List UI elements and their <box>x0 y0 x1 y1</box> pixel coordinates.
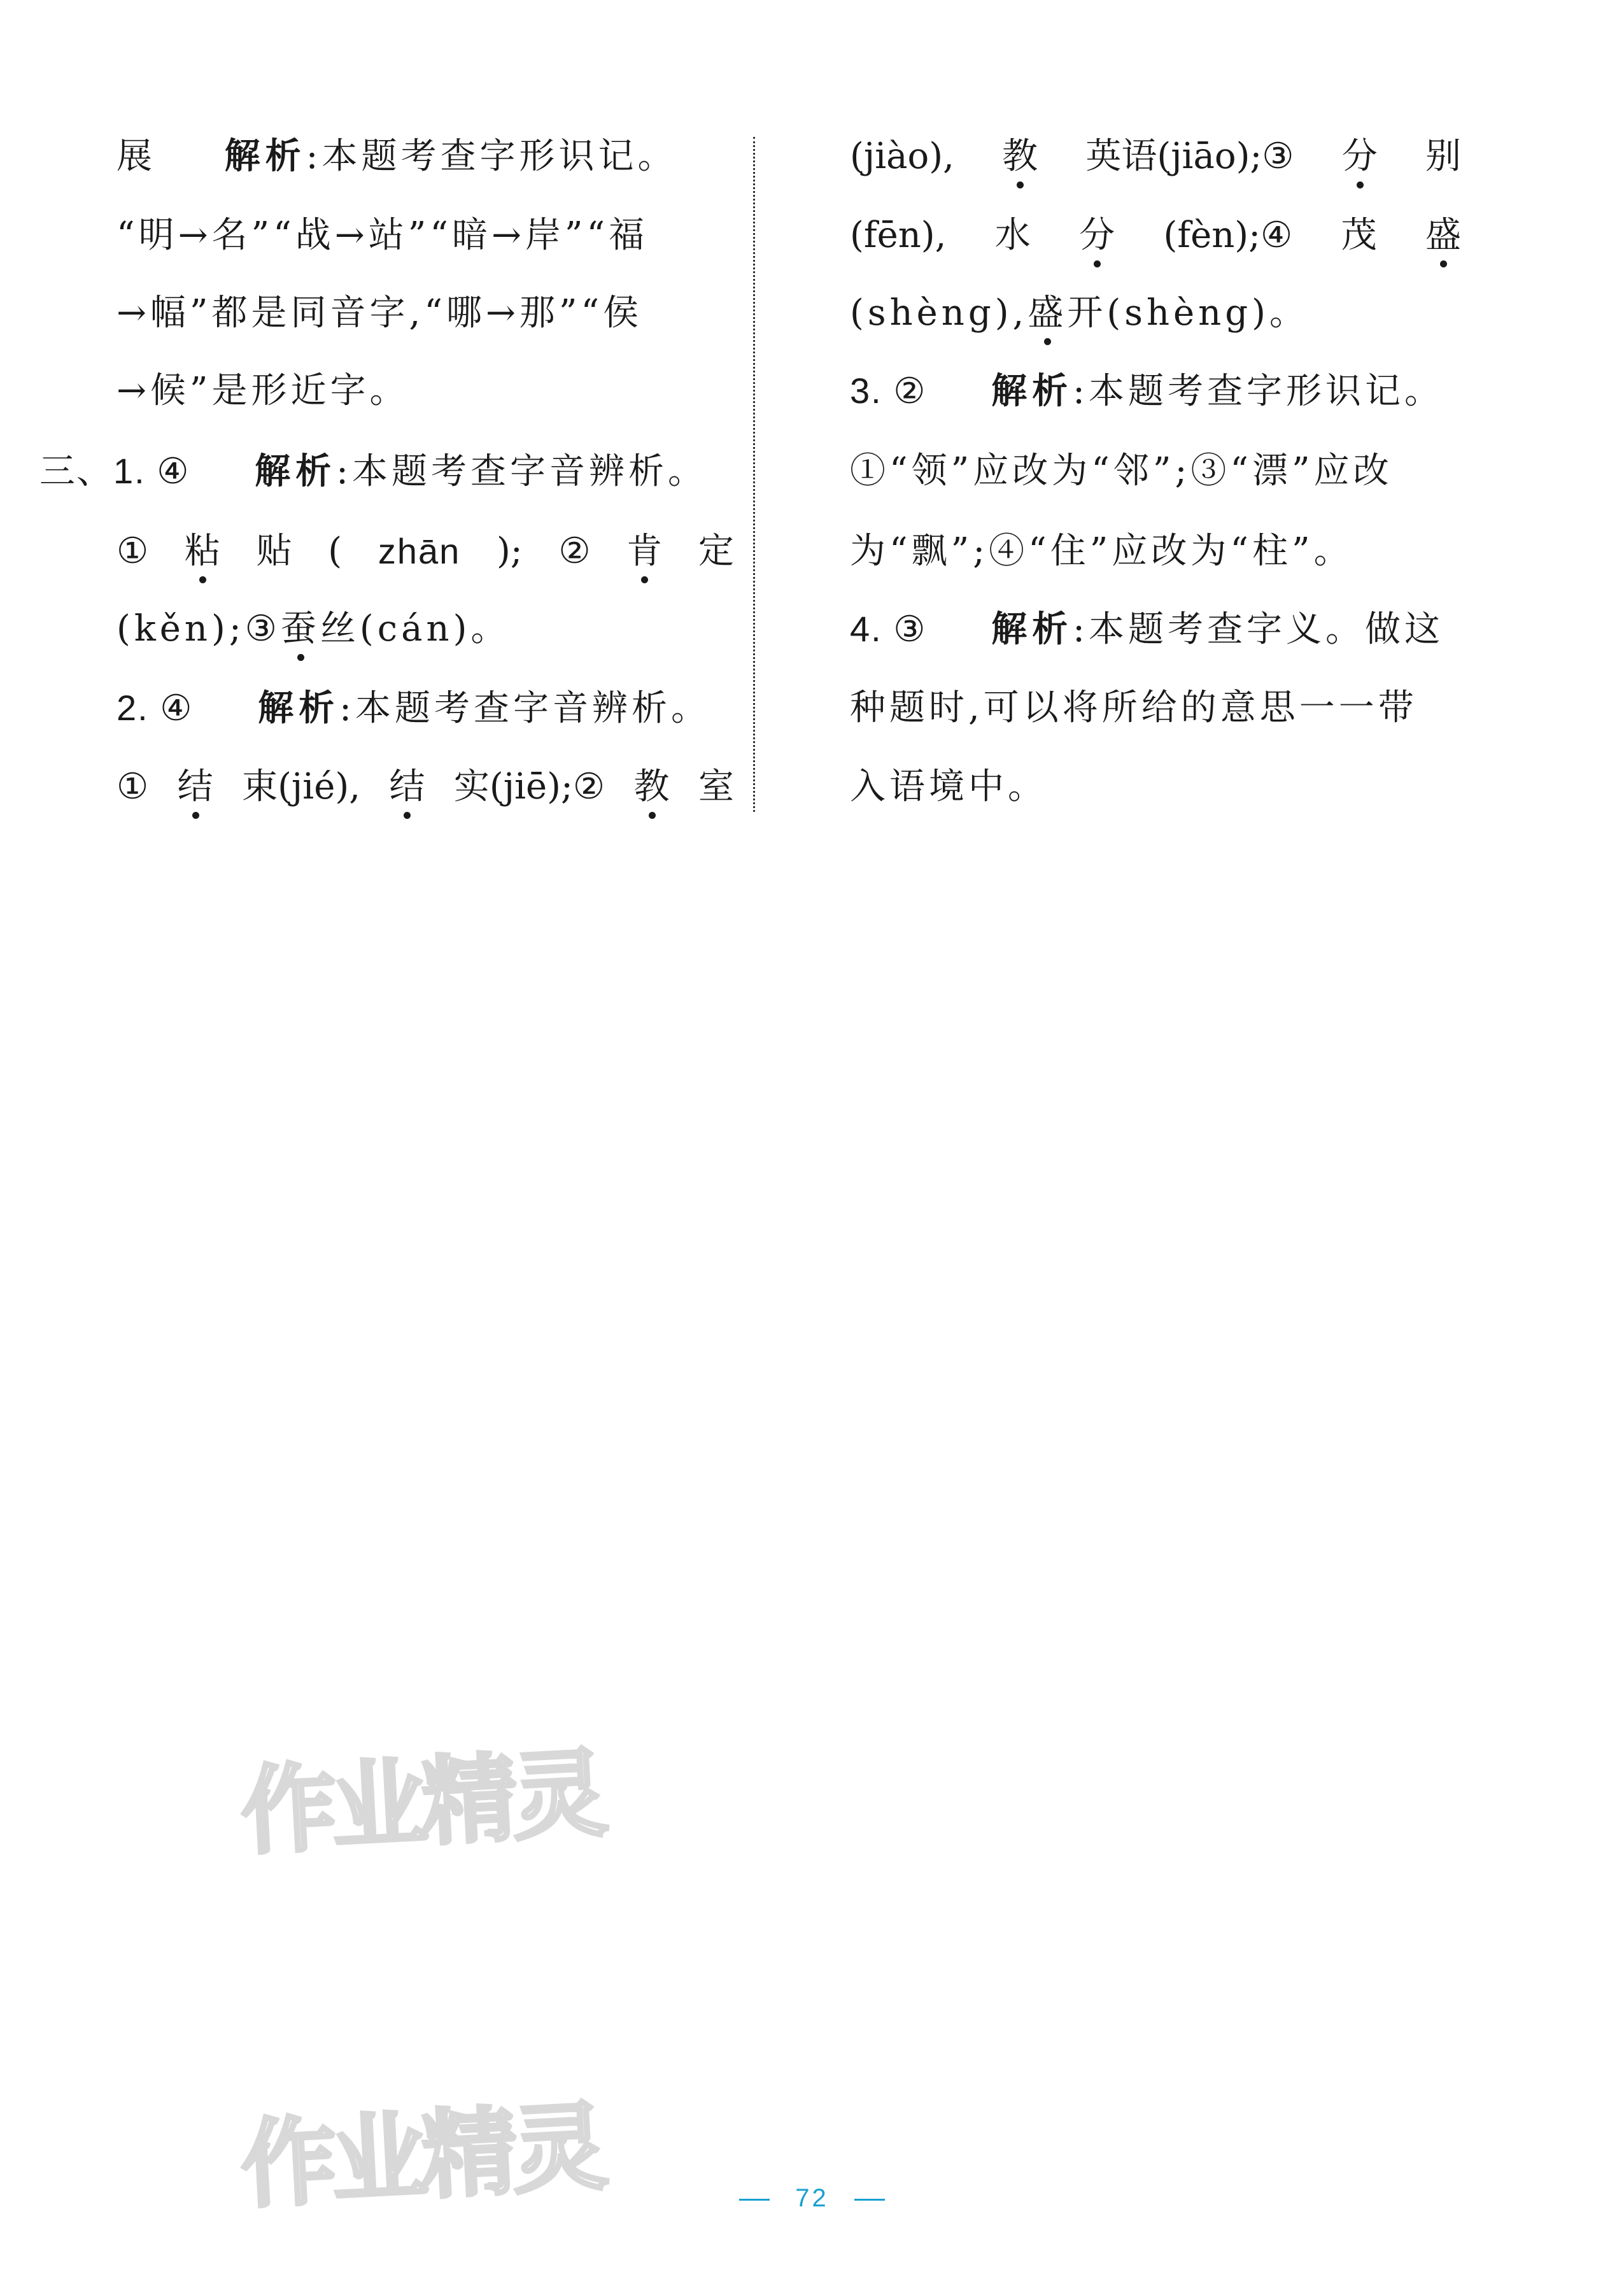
answer-text: (shèng), <box>850 292 1028 334</box>
answer-line <box>117 131 677 182</box>
answer-line: →候”是形近字。 <box>117 370 409 411</box>
emphasized-char: 肯 <box>626 526 662 577</box>
answer-line: 为“飘”;④“住”应改为“柱”。 <box>850 530 1353 572</box>
emphasized-char: 盛 <box>1027 288 1067 339</box>
circled-number: ① <box>117 766 149 807</box>
answer-text: 室 <box>698 766 734 807</box>
answer-text: 束(jié), <box>242 766 360 807</box>
analysis-label: 解析 <box>224 136 306 177</box>
answer-line <box>117 604 510 655</box>
page-number-dash-right <box>854 2199 885 2201</box>
question-3-1-header <box>39 446 707 497</box>
answer-text: ); <box>496 530 523 572</box>
emphasized-char: 分 <box>1079 210 1115 261</box>
answer-text: 定 <box>698 530 734 572</box>
analysis-label: 解析 <box>258 688 340 729</box>
answer-line <box>117 526 734 577</box>
watermark: 作业精灵 <box>238 2092 605 2222</box>
emphasized-char: 教 <box>634 762 670 813</box>
answer-line <box>850 210 1461 261</box>
answer-text: 展 <box>117 136 156 177</box>
answer-line: 入语境中。 <box>850 766 1047 807</box>
circled-number: ① <box>117 530 149 572</box>
answer-text: 贴 <box>256 530 292 572</box>
page-number <box>0 2184 1624 2213</box>
analysis-label: 解析 <box>991 371 1073 412</box>
answer-text: (fèn);④ <box>1163 215 1293 256</box>
analysis-text: :本题考查字音辨析。 <box>336 451 707 492</box>
question-number: 4. ③ <box>850 609 927 649</box>
emphasized-char: 教 <box>1002 131 1038 182</box>
answer-text: 茂 <box>1341 215 1377 256</box>
answer-text: 丝(cán)。 <box>320 608 511 650</box>
analysis-text: :本题考查字音辨析。 <box>339 688 710 729</box>
answer-line <box>850 131 1461 182</box>
emphasized-char: 粘 <box>185 526 220 577</box>
column-divider <box>753 137 755 812</box>
answer-line: 种题时,可以将所给的意思一一带 <box>850 687 1418 728</box>
emphasized-char: 结 <box>389 762 425 813</box>
answer-line: ①“领”应改为“邻”;③“漂”应改 <box>850 450 1393 492</box>
question-number: 三、1. ④ <box>39 451 190 491</box>
answer-text: ( <box>328 530 342 572</box>
answer-line: “明→名”“战→站”“暗→岸”“福 <box>117 215 649 256</box>
question-3-2-header <box>117 683 710 734</box>
circled-number: ② <box>558 530 591 572</box>
analysis-label: 解析 <box>255 451 337 492</box>
page-number-dash-left <box>739 2199 770 2201</box>
answer-text: 水 <box>994 215 1031 256</box>
analysis-text: :本题考查字义。做这 <box>1073 609 1444 650</box>
answer-text: 开(shèng)。 <box>1067 292 1309 334</box>
analysis-text: :本题考查字形识记。 <box>306 136 677 177</box>
answer-text: 实(jiē);② <box>453 766 605 807</box>
emphasized-char: 盛 <box>1425 210 1461 261</box>
question-3-4-header <box>850 604 1444 655</box>
answer-line <box>850 288 1309 339</box>
emphasized-char: 分 <box>1342 131 1378 182</box>
answer-text: (fēn), <box>850 215 947 256</box>
analysis-label: 解析 <box>991 609 1073 650</box>
answer-text: 别 <box>1425 136 1461 177</box>
answer-text: (jiào), <box>850 136 954 177</box>
emphasized-char: 蚕 <box>281 604 320 655</box>
page-number-text: 72 <box>795 2184 829 2212</box>
answer-line: →幅”都是同音字,“哪→那”“侯 <box>117 292 643 334</box>
answer-text: 英语(jiāo);③ <box>1085 136 1294 177</box>
question-3-3-header <box>850 366 1444 417</box>
question-number: 2. ④ <box>117 688 194 728</box>
watermark: 作业精灵 <box>238 1738 605 1868</box>
analysis-text: :本题考查字形识记。 <box>1073 371 1444 412</box>
pinyin: zhān <box>378 531 461 571</box>
answer-text: (kěn);③ <box>117 608 281 650</box>
question-number: 3. ② <box>850 371 927 411</box>
emphasized-char: 结 <box>178 762 213 813</box>
answer-line <box>117 762 734 813</box>
